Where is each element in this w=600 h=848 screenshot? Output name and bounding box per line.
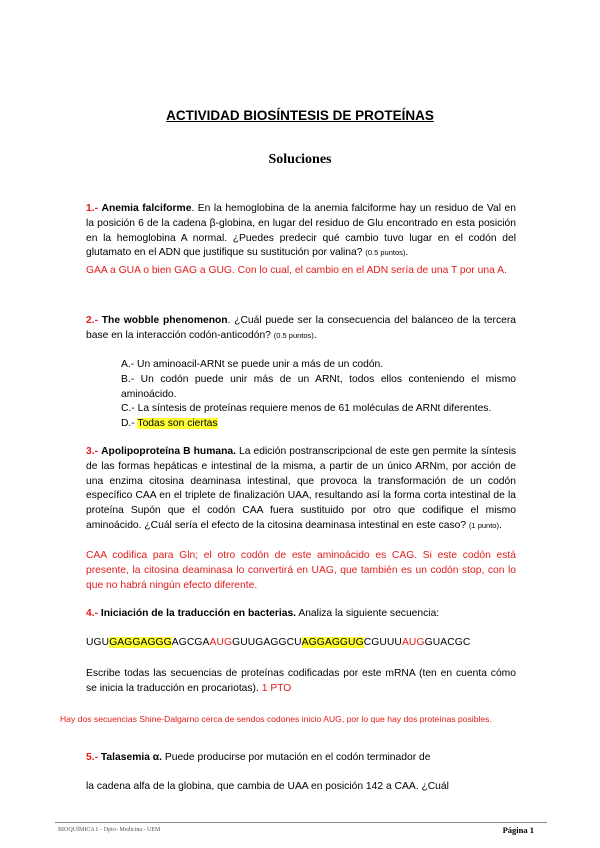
page-subtitle: Soluciones (268, 152, 332, 167)
shine-dalgarno-1: GAGGAGGG (109, 637, 172, 648)
footer-page-number: Página 1 (502, 825, 534, 835)
question-points: 1 PTO (261, 682, 292, 694)
question-heading: Apolipoproteína B humana. (101, 446, 236, 457)
question-number: 5.- (86, 752, 99, 763)
start-codon-1: AUG (209, 637, 233, 648)
seq-segment: GUACGC (424, 637, 471, 648)
question-heading: Iniciación de la traducción en bacterias. (100, 608, 297, 619)
option-a: A.- Un aminoacil-ARNt se puede unir a más de un codón. (121, 359, 384, 370)
option-d (121, 417, 516, 432)
question-3 (86, 445, 516, 534)
answer-4: Hay dos secuencias Shine-Dalgarno cerca de sendos codones inicio AUG, por lo que hay dos proteínas posibles. (60, 714, 492, 724)
question-body: Escribe todas las secuencias de proteínas codificadas por este mRNA (ten en cuenta cómo se inicia la traducción en procariotas). (86, 668, 516, 694)
question-5-continued: la cadena alfa de la globina, que cambia de UAA en posición 142 a CAA. ¿Cuál (86, 781, 449, 792)
option-b: B.- Un codón puede unir más de un ARNt, todos ellos conteniendo el mismo aminoácido. (121, 373, 516, 400)
seq-segment: CGUUU (363, 637, 402, 648)
option-d-prefix: D.- (121, 418, 135, 430)
answer-options (121, 358, 516, 432)
question-end: . (405, 247, 409, 259)
answer-3: CAA codifica para Gln; el otro codón de este aminoácido es CAG. Si este codón está presente, la citosina deaminasa lo convertirá en UAG, que también es un codón stop, con lo que no habrá ningún efecto diferente. (86, 550, 516, 591)
question-number: 4.- (86, 608, 99, 619)
option-c: C.- La síntesis de proteínas requiere menos de 61 moléculas de ARNt diferentes. (121, 403, 492, 415)
question-1 (86, 202, 516, 261)
question-heading: Talasemia α. (100, 752, 162, 763)
question-number: 1.- (86, 203, 99, 214)
question-end: . (313, 329, 317, 341)
question-end: . (498, 519, 502, 531)
shine-dalgarno-2: AGGAGGUG (301, 637, 364, 648)
question-2 (86, 314, 516, 344)
question-body: Analiza la siguiente secuencia: (296, 608, 440, 619)
question-body: . En la hemoglobina de la anemia falciforme hay un residuo de Val en la posición 6 de la cadena β-globina, en lugar del residuo de Glu encontrado en esta posición en la hemoglobina A normal. ¿Puedes predecir qué cambio tuvo lugar en el codón del glutamato en el ADN que justifique su sustitución por valina? (86, 203, 516, 259)
seq-segment: UGU (86, 637, 110, 648)
page-title: ACTIVIDAD BIOSÍNTESIS DE PROTEÍNAS (166, 108, 434, 123)
question-4-task (86, 667, 516, 697)
question-points: (1 punto) (468, 520, 499, 530)
question-heading: Anemia falciforme (101, 203, 192, 214)
footer-course: BIOQUÍMICA I – Dpto- Medicina - UEM (58, 827, 161, 833)
question-4 (86, 607, 516, 622)
option-d-highlighted: Todas son ciertas (137, 418, 218, 430)
question-points: (0.5 puntos) (273, 330, 314, 340)
question-number: 2.- (86, 315, 99, 326)
seq-segment: AGCGA (171, 637, 210, 648)
question-5 (86, 751, 516, 766)
seq-segment: GUUGAGGCU (232, 637, 302, 648)
answer-1: GAA a GUA o bien GAG a GUG. Con lo cual, el cambio en el ADN sería de una T por una A. (86, 265, 507, 276)
question-number: 3.- (86, 446, 99, 457)
mrna-sequence (86, 637, 470, 648)
question-body: . ¿Cuál puede ser la consecuencia del balanceo de la tercera base en la interacción codón-anticodón? (86, 315, 516, 341)
question-body: Puede producirse por mutación en el codón terminador de (162, 752, 431, 763)
question-points: (0.5 puntos) (365, 248, 406, 258)
question-body: La edición postranscripcional de este gen permite la síntesis de las formas hepáticas e intestinal de la misma, a partir de un único ARNm, por acción de una enzima citosina deaminasa intestinal, que provoca la transformación de un codón específico CAA en el triplete de finalización UAA, resultando así la forma corta intestinal de la proteína Supón que el codón CAA fuera sustituido por otro que codifique el mismo aminoácido. ¿Cuál sería el efecto de la citosina deaminasa intestinal en este caso? (86, 446, 517, 531)
footer-divider (55, 822, 547, 823)
start-codon-2: AUG (401, 637, 425, 648)
question-heading: The wobble phenomenon (101, 315, 228, 326)
